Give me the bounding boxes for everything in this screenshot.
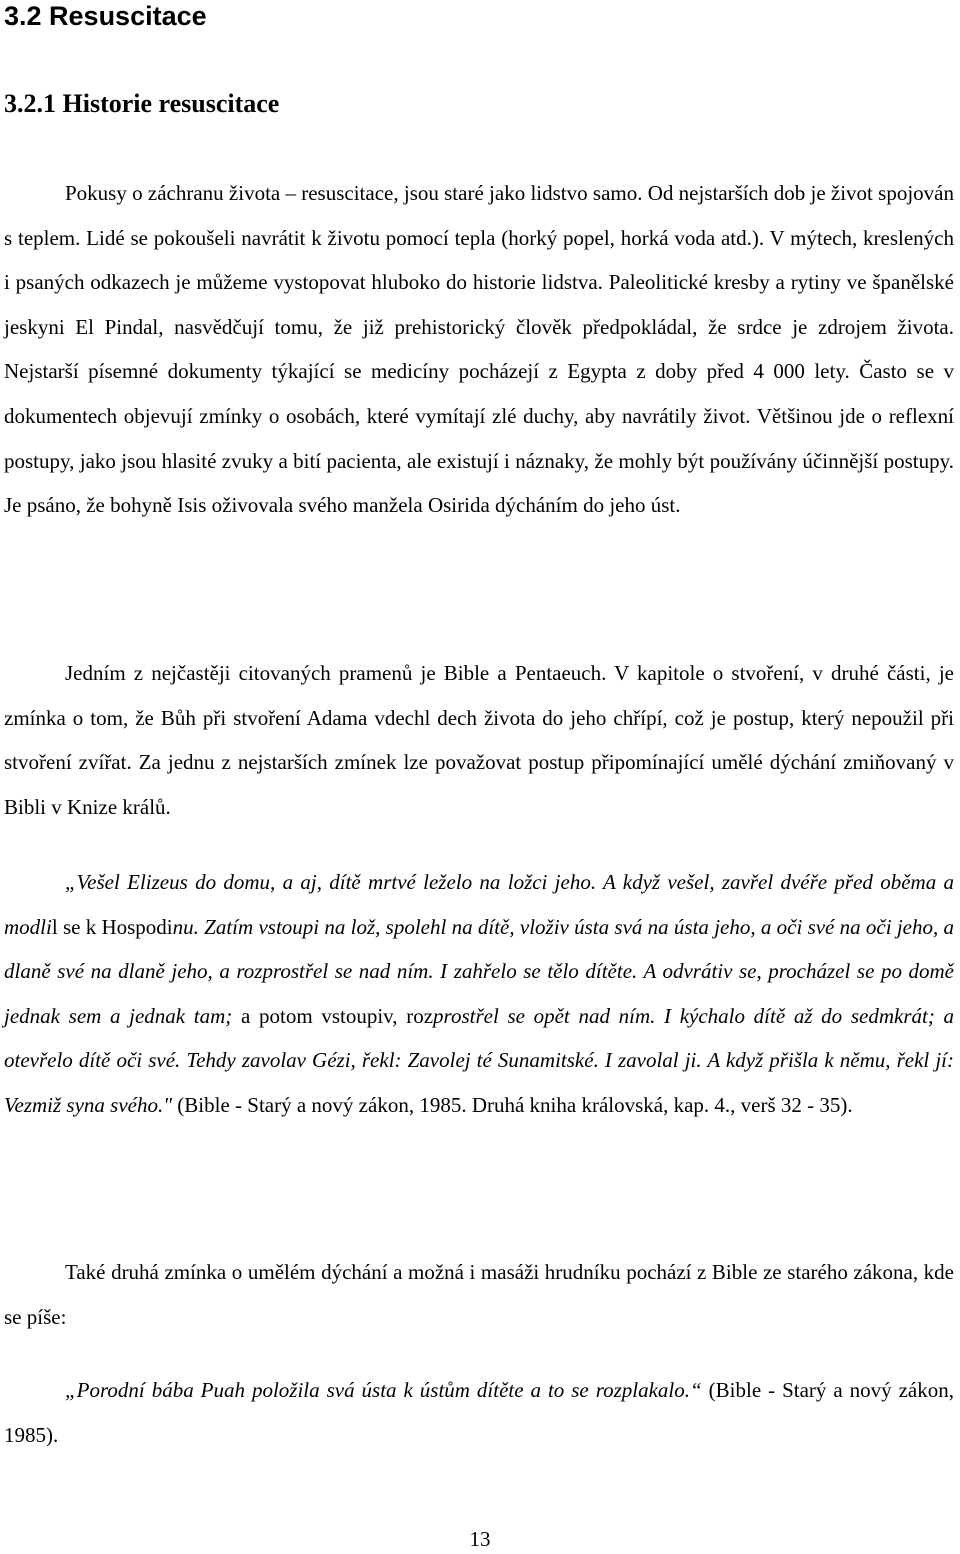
quote-elisha-part-d: a potom vstoupiv, roz bbox=[232, 1003, 434, 1028]
paragraph-bible-sources: Jedním z nejčastěji citovaných pramenů je Bible a Pentaeuch. V kapitole o stvoření, v druhé části, je zmínka o tom, že Bůh při stvoření Adama vdechl dech života do jeho chřípí, což je postup, který nepoužil při stvoření zvířat. Za jednu z nejstarších zmínek lze považovat postup připomínající umělé dýchání zmiňovaný v Bibli v Knize králů. bbox=[4, 661, 954, 819]
quote-puah bbox=[4, 1368, 954, 1457]
section-heading: 3.2 Resuscitace bbox=[4, 1, 207, 31]
quote-puah-text: „Porodní bába Puah položila svá ústa k ústům dítěte a to se rozplakalo.“ bbox=[65, 1378, 702, 1402]
quote-elisha-part-b: l se k Hospodi bbox=[51, 914, 173, 939]
quote-elisha-part-c: nu. Zatím vstoupi na lož, spolehl na dítě, vloživ ústa svá na ústa jeho, a oči své na oči jeho, a dlaně své na dlaně jeho, a rozprostřel se nad ním. I zahřelo se tělo dítěte. A odvrátiv se, procházel se po domě jednak sem a jednak tam; bbox=[4, 914, 955, 1028]
paragraph-history-intro: Pokusy o záchranu života – resuscitace, jsou staré jako lidstvo samo. Od nejstarších dob je život spojován s teplem. Lidé se pokoušeli navrátit k životu pomocí tepla (horký popel, horká voda atd.). V mýtech, kreslených i psaných odkazech je můžeme vystopovat hluboko do historie lidstva. Paleolitické kresby a rytiny ve španělské jeskyni El Pindal, nasvědčují tomu, že již prehistorický člověk předpokládal, že srdce je zdrojem života. Nejstarší písemné dokumenty týkající se medicíny pocházejí z Egypta z doby před 4 000 lety. Často se v dokumentech objevují zmínky o osobách, které vymítají zlé duchy, aby navrátily život. Většinou jde o reflexní postupy, jako jsou hlasité zvuky a bití pacienta, ale existují i náznaky, že mohly být používány účinnější postupy. Je psáno, že bohyně Isis oživovala svého manžela Osirida dýcháním do jeho úst. bbox=[4, 181, 954, 518]
quote-elisha-part-e: prostřel se opět nad ním. I kýchalo dítě až do sedmkrát; a otevřelo dítě oči své. Tehdy zavolav Gézi, řekl: Zavolej té Sunamitské. I zavolal ji. A když přišla k němu, řekl jí: Vezmiž syna svého." bbox=[4, 1003, 955, 1117]
quote-elisha bbox=[4, 860, 954, 1128]
page-number: 13 bbox=[469, 1527, 491, 1551]
subsection-heading: 3.2.1 Historie resuscitace bbox=[4, 89, 280, 118]
quote-puah-citation: (Bible - Starý a nový zákon, 1985). bbox=[4, 1378, 954, 1447]
paragraph-second-mention: Také druhá zmínka o umělém dýchání a možná i masáži hrudníku pochází z Bible ze starého zákona, kde se píše: bbox=[4, 1260, 954, 1329]
quote-elisha-part-a: „Vešel Elizeus do domu, a aj, dítě mrtvé leželo na ložci jeho. A když vešel, zavřel dvéře před oběma a modli bbox=[4, 870, 954, 939]
quote-elisha-citation: (Bible - Starý a nový zákon, 1985. Druhá kniha královská, kap. 4., verš 32 - 35). bbox=[172, 1092, 853, 1117]
